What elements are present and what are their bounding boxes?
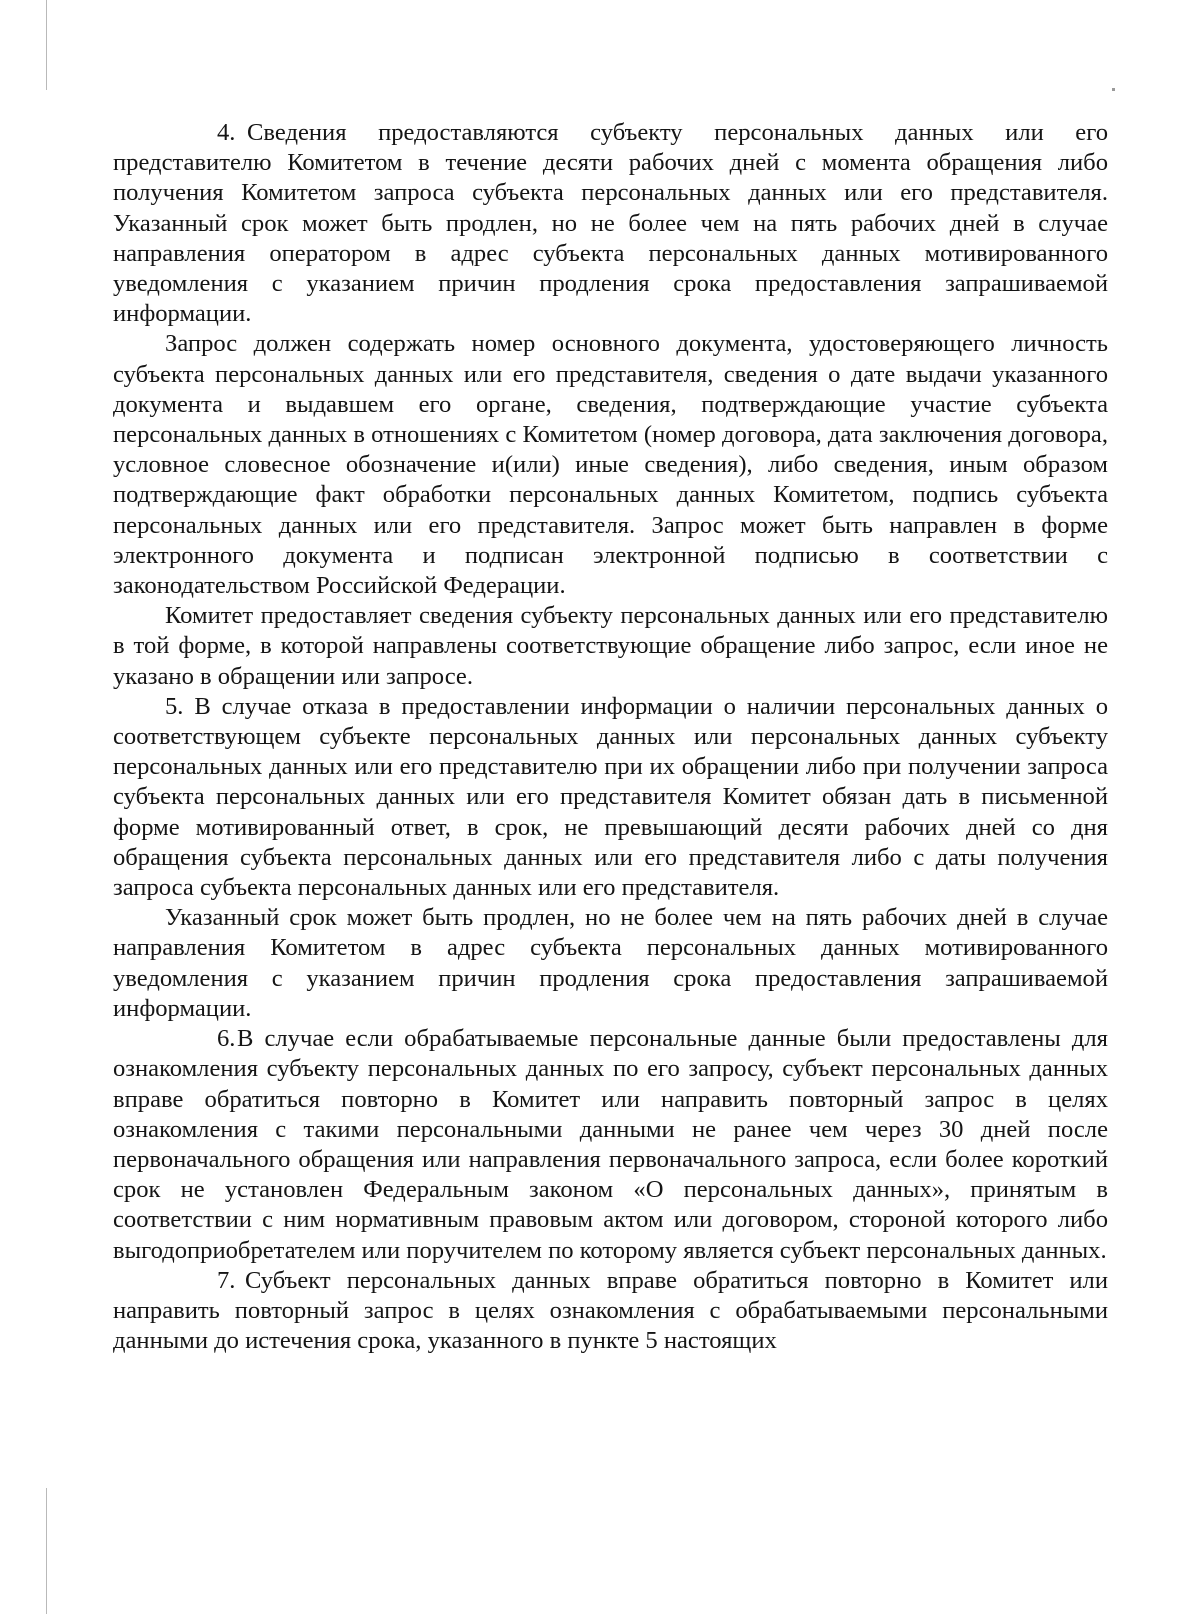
paragraph-text: В случае отказа в предоставлении информации о наличии персональных данных о соответствующем субъекте персональных данных или персональных данных субъекту персональных данных или его представителю при их обращении либо при получении запроса субъекта персональных данных или его представителя Комитет обязан дать в письменной форме мотивированный ответ, в срок, не превышающий десяти рабочих дней со дня обращения субъекта персональных данных или его представителя либо с даты получения запроса субъекта персональных данных или его представителя. — [113, 692, 1109, 902]
paragraph — [113, 1024, 1108, 1266]
paragraph-number: 6. — [217, 1025, 236, 1053]
scan-edge-line — [46, 0, 47, 90]
paragraph-text: Запрос должен содержать номер основного документа, удостоверяющего личность субъекта персональных данных или его представителя, сведения о дате выдачи указанного документа и выдавшем его органе, сведения, подтверждающие участие субъекта персональных данных в отношениях с Комитетом (номер договора, дата заключения договора, условное словесное обозначение и(или) иные сведения), либо сведения, иным образом подтверждающие факт обработки персональных данных Комитетом, подпись субъекта персональных данных или его представителя. Запрос может быть направлен в форме электронного документа и подписан электронной подписью в соответствии с законодательством Российской Федерации. — [113, 330, 1108, 600]
paragraph-text: Сведения предоставляются субъекту персональных данных или его представителю Комитетом в течение десяти рабочих дней с момента обращения либо получения Комитетом запроса субъекта персональных данных или его представителя. Указанный срок может быть продлен, но не более чем на пять рабочих дней в случае направления оператором в адрес субъекта персональных данных мотивированного уведомления с указанием причин продления срока предоставления запрашиваемой информации. — [113, 119, 1108, 328]
paragraph-number: 5. — [165, 692, 184, 720]
paragraph-number: 7. — [217, 1266, 236, 1294]
scan-edge-line — [46, 1488, 47, 1614]
paragraph-text: Указанный срок может быть продлен, но не более чем на пять рабочих дней в случае направления Комитетом в адрес субъекта персональных данных мотивированного уведомления с указанием причин продления срока предоставления запрашиваемой информации. — [113, 904, 1108, 1022]
scan-speck — [1112, 88, 1115, 91]
paragraph-number: 4. — [217, 119, 236, 146]
paragraph — [113, 118, 1108, 329]
paragraph-text: Комитет предоставляет сведения субъекту персональных данных или его представителю в той форме, в которой направлены соответствующие обращение либо запрос, если иное не указано в обращении или запросе. — [113, 602, 1108, 690]
paragraph — [113, 601, 1108, 692]
paragraph — [113, 1266, 1108, 1357]
paragraph-text: В случае если обрабатываемые персональные данные были предоставлены для ознакомления субъекту персональных данных по его запросу, субъект персональных данных вправе обратиться повторно в Комитет или направить повторный запрос в целях ознакомления с такими персональными данными не ранее чем через 30 дней после первоначального обращения или направления первоначального запроса, если более короткий срок не установлен Федеральным законом «О персональных данных», принятым в соответствии с ним нормативным правовым актом или договором, стороной которого либо выгодоприобретателем или поручителем по которому является субъект персональных данных. — [113, 1025, 1108, 1264]
paragraph-text: Субъект персональных данных вправе обратиться повторно в Комитет или направить повторный запрос в целях ознакомления с обрабатываемыми персональными данными до истечения срока, указанного в пункте 5 настоящих — [113, 1266, 1108, 1355]
paragraph — [113, 903, 1108, 1024]
document-body — [113, 118, 1108, 1356]
paragraph — [113, 692, 1108, 903]
paragraph — [113, 329, 1108, 601]
